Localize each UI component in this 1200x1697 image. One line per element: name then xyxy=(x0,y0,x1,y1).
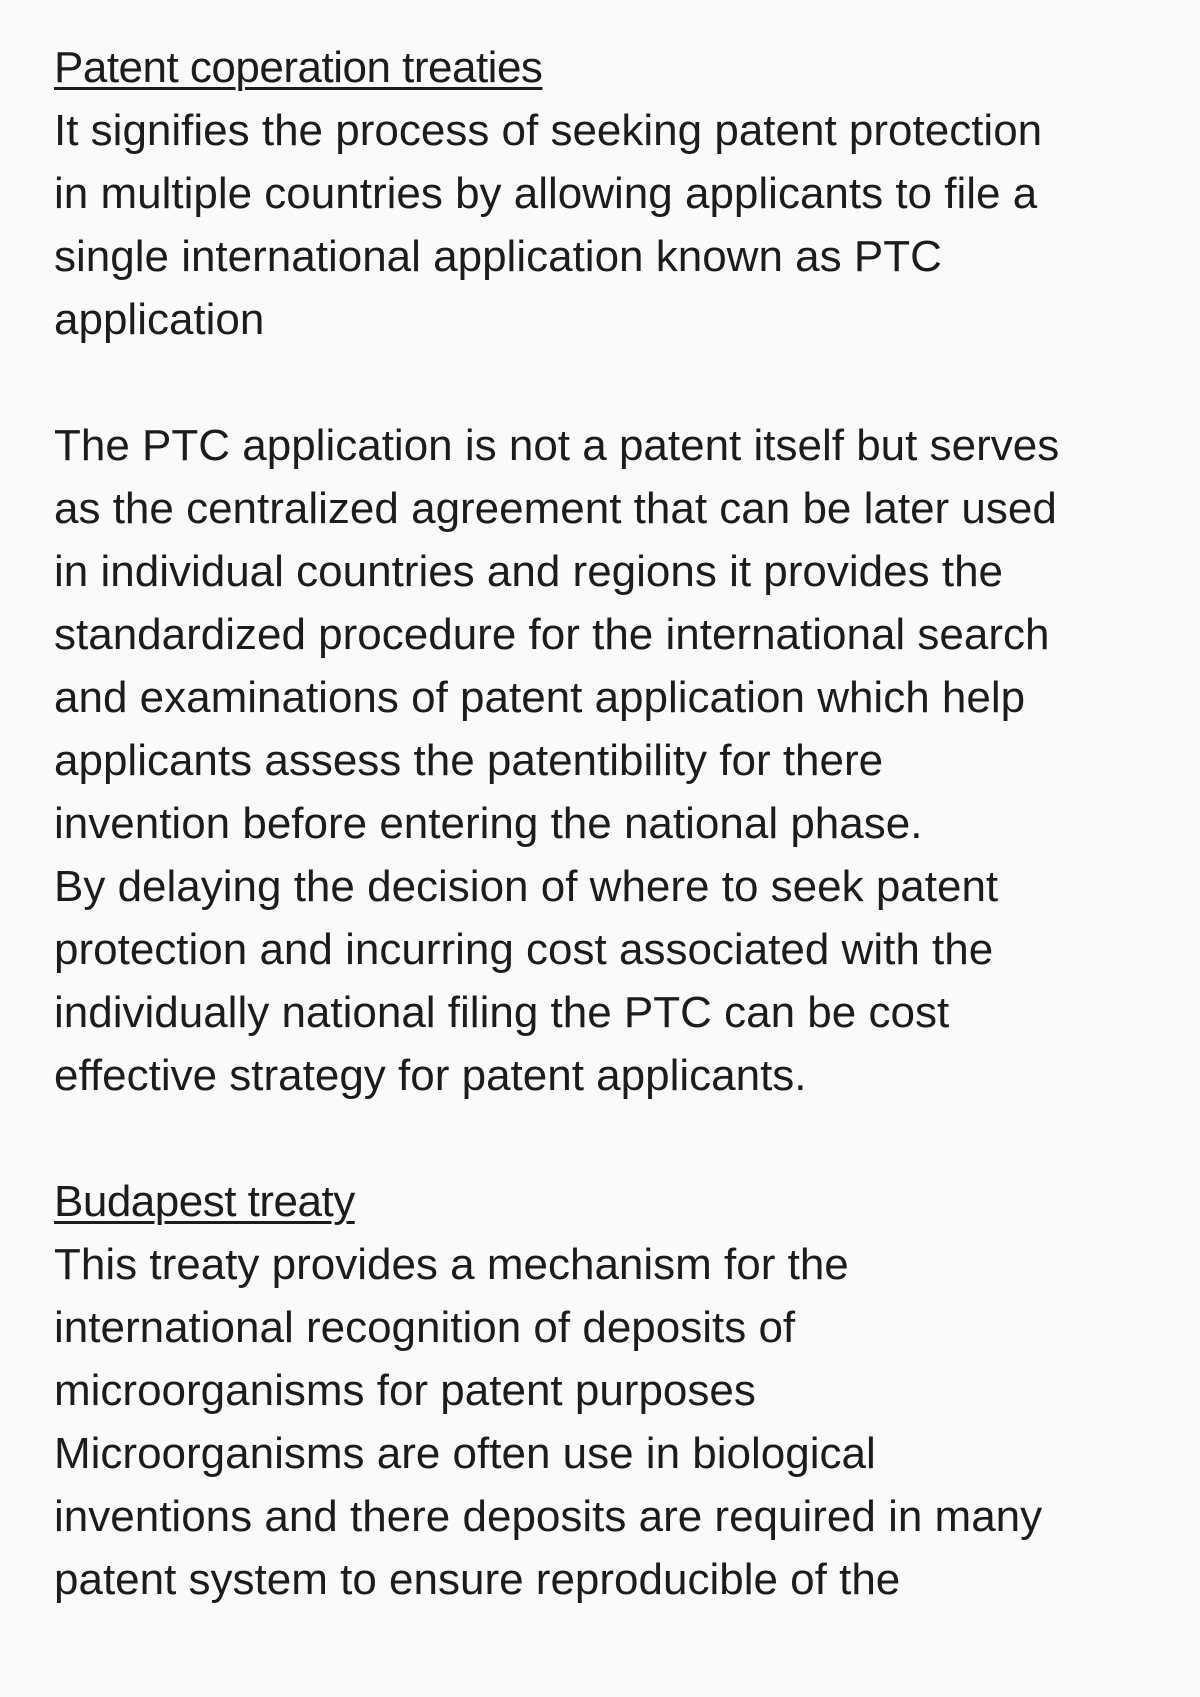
paragraph xyxy=(54,414,1160,1107)
text-line: inventions and there deposits are required in many xyxy=(54,1492,1043,1541)
text-line: protection and incurring cost associated with the xyxy=(54,925,994,974)
text-line: application xyxy=(54,295,265,344)
paragraph xyxy=(54,1233,1160,1611)
text-line: The PTC application is not a patent itself but serves xyxy=(54,421,1060,470)
text-line: as the centralized agreement that can be later used xyxy=(54,484,1057,533)
section-patent-cooperation-treaties xyxy=(54,36,1160,1107)
section-budapest-treaty xyxy=(54,1170,1160,1611)
paragraph xyxy=(54,99,1160,351)
section-heading: Patent coperation treaties xyxy=(54,43,543,92)
text-line: patent system to ensure reproducible of the xyxy=(54,1555,901,1604)
section-heading: Budapest treaty xyxy=(54,1177,355,1226)
text-line: Microorganisms are often use in biological xyxy=(54,1429,876,1478)
paragraph-gap xyxy=(54,351,1160,414)
text-line: microorganisms for patent purposes xyxy=(54,1366,756,1415)
text-line: effective strategy for patent applicants. xyxy=(54,1051,807,1100)
text-line: international recognition of deposits of xyxy=(54,1303,796,1352)
text-line: standardized procedure for the international search xyxy=(54,610,1050,659)
text-line: This treaty provides a mechanism for the xyxy=(54,1240,849,1289)
text-line: in individual countries and regions it provides the xyxy=(54,547,1004,596)
text-line: single international application known as PTC xyxy=(54,232,942,281)
text-line: in multiple countries by allowing applicants to file a xyxy=(54,169,1038,218)
text-line: By delaying the decision of where to seek patent xyxy=(54,862,999,911)
section-gap xyxy=(54,1107,1160,1170)
text-line: It signifies the process of seeking patent protection xyxy=(54,106,1043,155)
text-line: applicants assess the patentibility for there xyxy=(54,736,884,785)
text-line: individually national filing the PTC can be cost xyxy=(54,988,950,1037)
text-line: invention before entering the national phase. xyxy=(54,799,923,848)
text-line: and examinations of patent application which help xyxy=(54,673,1026,722)
